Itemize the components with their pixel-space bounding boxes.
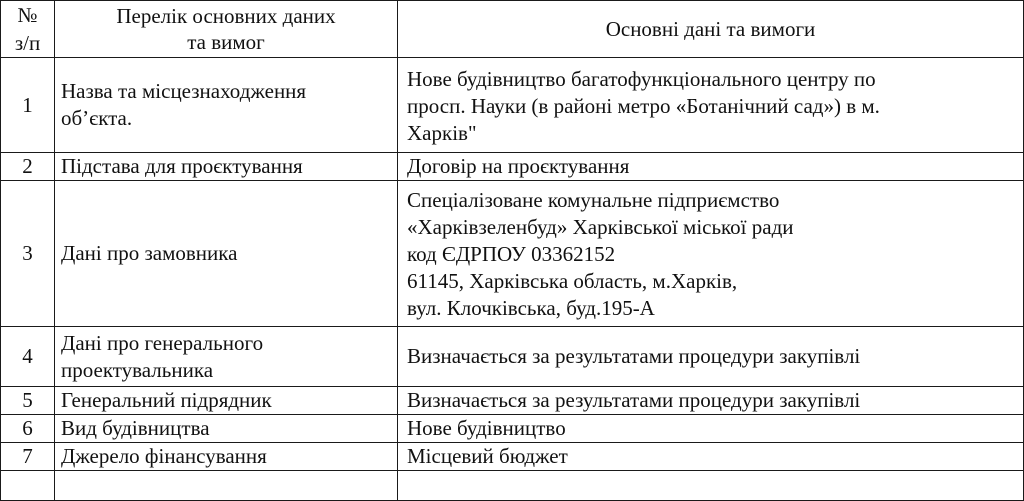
header-main-data [398,1,1024,58]
row-data [398,387,1024,415]
row-requirement [55,387,398,415]
cell-line: Генеральний підрядник [61,388,272,412]
cell-line: Дані про генерального [61,330,264,355]
table-header-row [1,1,1024,58]
row-number: 7 [1,443,55,471]
row-data [398,153,1024,181]
row-requirement [55,327,398,387]
cell-line: Визначається за результатами процедури закупівлі [407,388,861,412]
table-row [1,443,1024,471]
table-row [1,181,1024,327]
cell-line: Нове будівництво [407,416,566,440]
row-requirement-partial [55,471,398,501]
header-main-data-line: Основні дані та вимоги [605,16,816,41]
row-number: 3 [1,181,55,327]
cell-line: Підстава для проєктування [61,154,303,178]
row-number: 2 [1,153,55,181]
row-number: 4 [1,327,55,387]
row-data [398,327,1024,387]
header-number [1,1,55,58]
cell-line: Джерело фінансування [61,444,267,468]
row-number: 6 [1,415,55,443]
row-requirement [55,181,398,327]
cell-line: Нове будівництво багатофункціонального центру по [407,66,876,91]
cell-line: «Харківзеленбуд» Харківської міської ради [407,215,794,239]
cell-line: вул. Клочківська, буд.195-А [407,296,655,320]
table-row [1,58,1024,153]
header-requirement-list [55,1,398,58]
row-requirement [55,153,398,181]
table-row [1,153,1024,181]
row-data [398,443,1024,471]
header-number-line: № [17,3,38,27]
row-requirement [55,58,398,153]
row-data [398,181,1024,327]
cell-line: код ЄДРПОУ 03362152 [407,242,616,266]
header-number-line: з/п [14,31,41,55]
cell-line: об’єкта. [61,106,133,130]
cell-line: Визначається за результатами процедури закупівлі [407,344,861,368]
cell-line: Харків" [407,120,477,145]
cell-line: Договір на проєктування [407,154,630,178]
table-row [1,415,1024,443]
header-requirement-line: Перелік основних даних [116,4,336,28]
table-row-partial [1,471,1024,501]
cell-line: Назва та місцезнаходження [61,79,307,103]
row-requirement [55,443,398,471]
cell-line: Вид будівництва [61,416,210,440]
row-number-empty [1,471,55,501]
row-data-empty [398,471,1024,501]
table-row [1,327,1024,387]
cell-line: Дані про замовника [61,241,238,265]
row-data [398,58,1024,153]
cell-line: просп. Науки (в районі метро «Ботанічний сад») в м. [407,93,880,118]
cell-line: 61145, Харківська область, м.Харків, [407,269,738,293]
cell-line: Спеціалізоване комунальне підприємство [407,188,780,212]
row-requirement [55,415,398,443]
table-row [1,387,1024,415]
row-number: 5 [1,387,55,415]
row-data [398,415,1024,443]
cell-line: Місцевий бюджет [407,444,568,468]
cell-line: проектувальника [61,357,214,382]
header-requirement-line: та вимог [187,30,265,54]
row-number: 1 [1,58,55,153]
